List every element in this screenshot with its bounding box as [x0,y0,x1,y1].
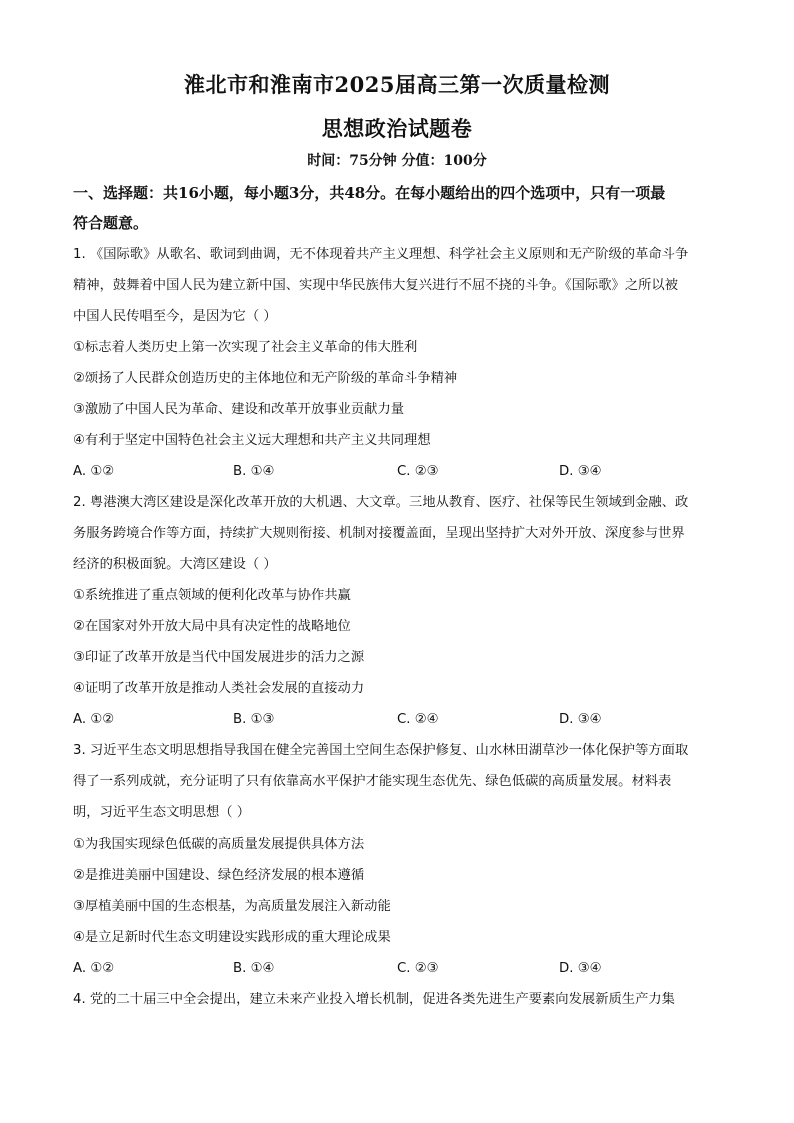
exam-meta: 时间：75分钟 分值：100分 [307,153,487,169]
question-2-statement-2: ②在国家对外开放大局中具有决定性的战略地位 [73,619,351,634]
exam-title: 淮北市和淮南市2025届高三第一次质量检测 [184,72,610,97]
question-1-line-2: 精神，鼓舞着中国人民为建立新中国、实现中华民族伟大复兴进行不屈不挠的斗争。《国际歌》之所以被 [73,278,679,293]
question-3-line-2: 得了一系列成就，充分证明了只有依靠高水平保护才能实现生态优先、绿色低碳的高质量发展。材料表 [73,774,672,789]
question-1-statement-3: ③激励了中国人民为革命、建设和改革开放事业贡献力量 [73,402,405,417]
question-3-option-d: D. ③④ [559,961,602,976]
question-2-line-3: 经济的积极面貌。大湾区建设（ ） [73,557,277,572]
question-2-option-a: A. ①② [73,712,115,727]
question-1-option-c: C. ②③ [397,464,439,479]
question-1-statement-2: ②颂扬了人民群众创造历史的主体地位和无产阶级的革命斗争精神 [73,371,458,386]
question-2-option-b: B. ①③ [233,712,275,727]
question-2-line-2: 务服务跨境合作等方面，持续扩大规则衔接、机制对接覆盖面，呈现出坚持扩大对外开放、深度参与世界 [73,526,685,541]
question-2-option-d: D. ③④ [559,712,602,727]
question-2-line-1: 2. 粤港澳大湾区建设是深化改革开放的大机遇、大文章。三地从教育、医疗、社保等民生领域到金融、政 [73,495,689,510]
question-1-option-d: D. ③④ [559,464,602,479]
question-1-line-1: 1. 《国际歌》从歌名、歌词到曲调，无不体现着共产主义理想、科学社会主义原则和无产阶级的革命斗争 [73,247,689,262]
question-3-option-b: B. ①④ [233,961,275,976]
question-3-statement-2: ②是推进美丽中国建设、绿色经济发展的根本遵循 [73,868,365,883]
question-3-option-a: A. ①② [73,961,115,976]
exam-subtitle: 思想政治试题卷 [321,116,473,141]
question-1-line-3: 中国人民传唱至今，是因为它（ ） [73,309,277,324]
question-3-statement-1: ①为我国实现绿色低碳的高质量发展提供具体方法 [73,837,365,852]
question-1-statement-4: ④有利于坚定中国特色社会主义远大理想和共产主义共同理想 [73,433,431,448]
question-2-option-c: C. ②④ [397,712,439,727]
section-heading-line1: 一、选择题：共16小题，每小题3分，共48分。在每小题给出的四个选项中，只有一项最 [73,184,666,202]
question-3-statement-4: ④是立足新时代生态文明建设实践形成的重大理论成果 [73,930,391,945]
question-1-option-a: A. ①② [73,464,115,479]
section-heading-line2: 符合题意。 [73,214,149,232]
question-3-line-3: 明，习近平生态文明思想（ ） [73,805,251,820]
question-2-statement-3: ③印证了改革开放是当代中国发展进步的活力之源 [73,650,365,665]
question-2-statement-4: ④证明了改革开放是推动人类社会发展的直接动力 [73,681,365,696]
question-2-statement-1: ①系统推进了重点领域的便利化改革与协作共赢 [73,588,351,603]
question-3-option-c: C. ②③ [397,961,439,976]
question-4-line-1: 4. 党的二十届三中全会提出，建立未来产业投入增长机制，促进各类先进生产要素向发展新质生产力集 [73,992,675,1007]
question-3-statement-3: ③厚植美丽中国的生态根基，为高质量发展注入新动能 [73,899,391,914]
question-1-option-b: B. ①④ [233,464,275,479]
question-3-line-1: 3. 习近平生态文明思想指导我国在健全完善国土空间生态保护修复、山水林田湖草沙一体化保护等方面取 [73,743,689,758]
question-1-statement-1: ①标志着人类历史上第一次实现了社会主义革命的伟大胜利 [73,340,418,355]
